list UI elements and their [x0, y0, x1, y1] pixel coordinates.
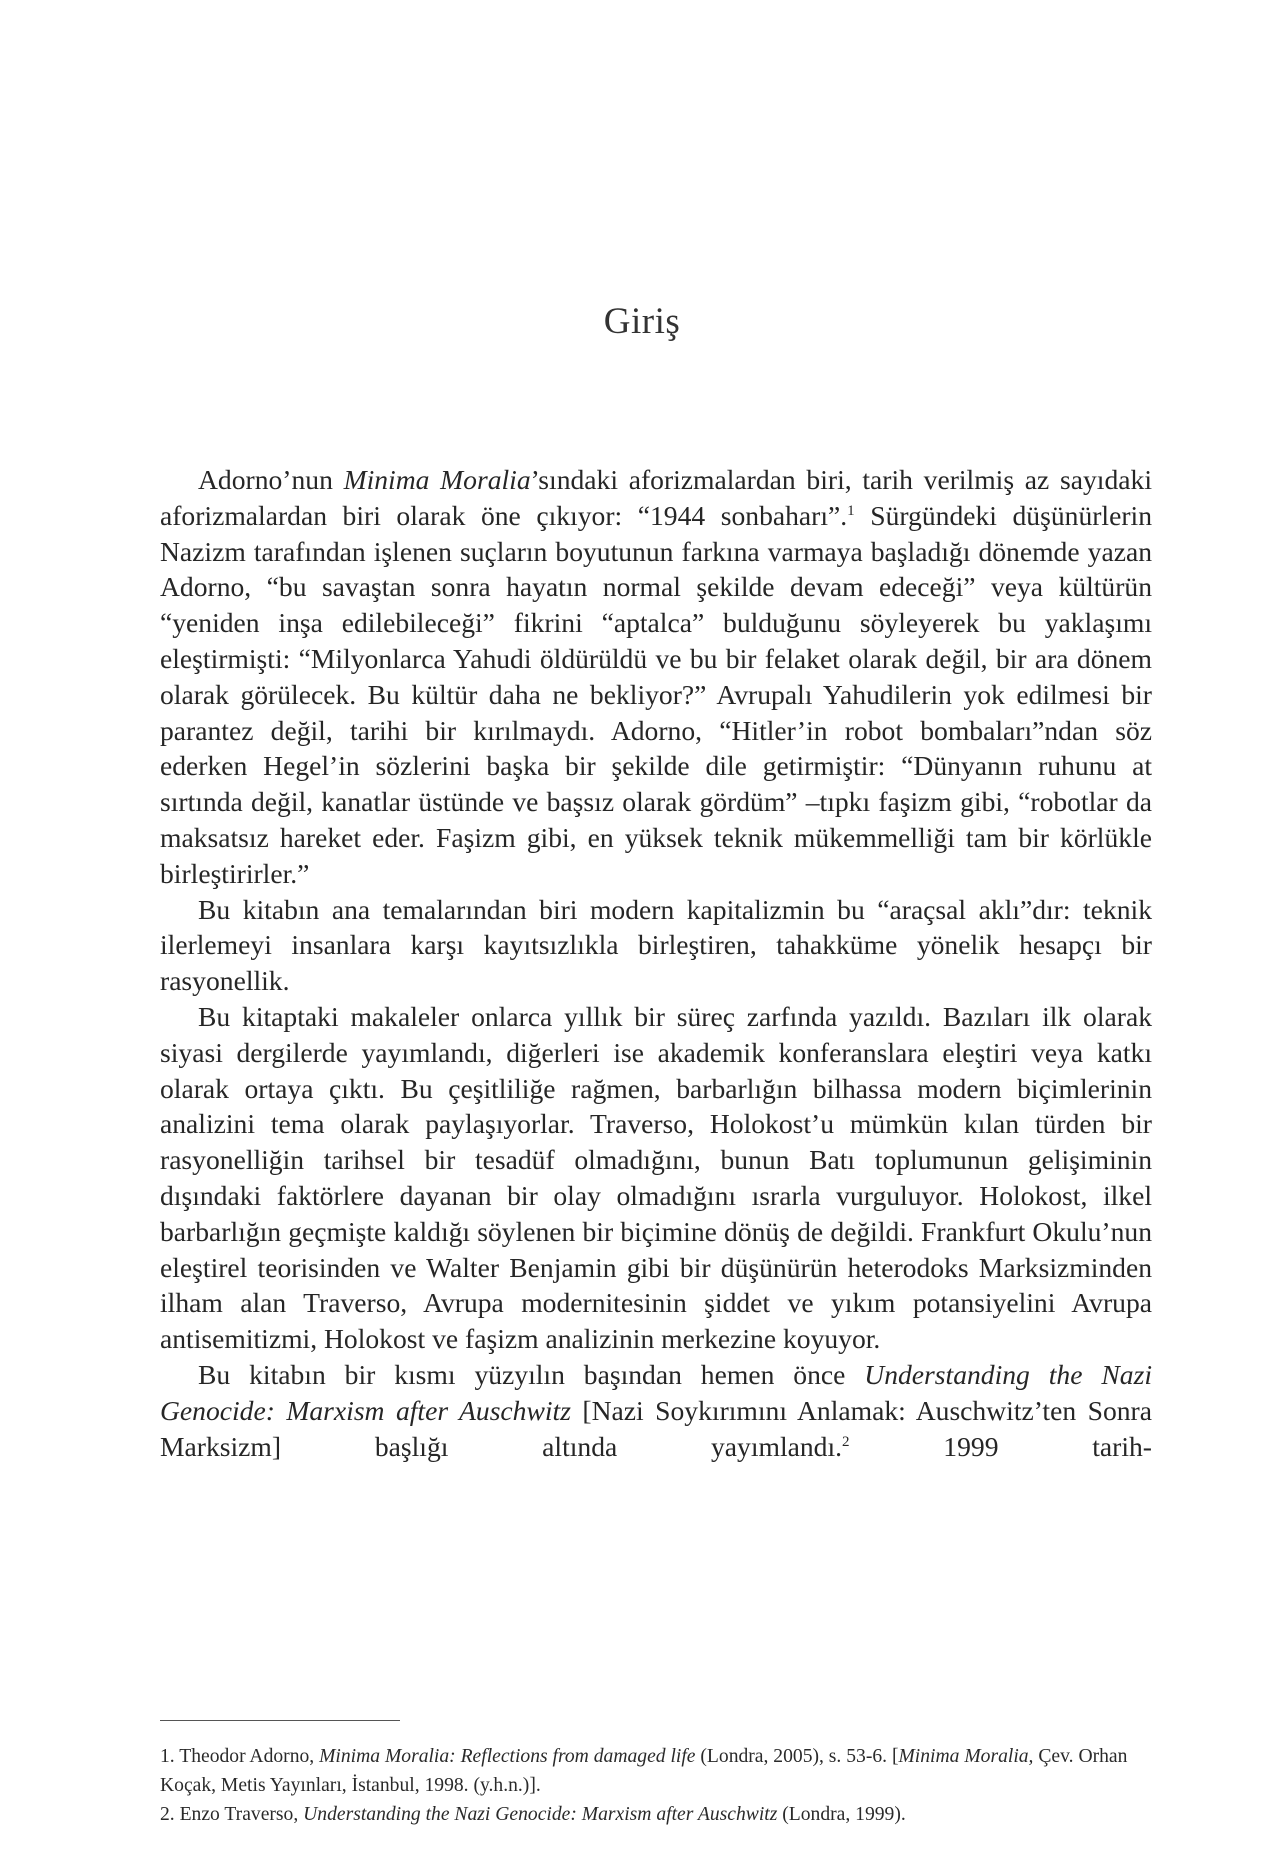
text-run: Bu kitabın bir kısmı yüzyılın başından hemen önce — [198, 1358, 865, 1390]
text-run: 1. Theodor Adorno, — [160, 1746, 320, 1767]
text-run: [Nazi Soykırımını Anlamak: Auschwitz’ten Sonra Marksizm] başlığı altında yayımlandı. — [160, 1394, 1152, 1462]
text-run: (Londra, 1999). — [777, 1804, 906, 1825]
italic-title: Understanding the Nazi Genocide: Marxism after Auschwitz — [160, 1358, 1152, 1426]
paragraph — [160, 462, 1152, 892]
footnote-marker: 2 — [842, 1433, 850, 1450]
body-text — [160, 462, 1152, 1464]
text-run: Sürgündeki düşünürlerin Nazizm tarafından işlenen suçların boyutunun farkına varmaya başladığı dönemde yazan Adorno, “bu savaştan sonra hayatın normal şekilde devam edeceği” veya kültürün “yeniden inşa edilebileceği” fikrini “aptalca” bulduğunu söyleyerek bu yaklaşımı eleştirmişti: “Milyonlarca Yahudi öldürüldü ve bu bir felaket olarak değil, bir ara dönem olarak görülecek. Bu kültür daha ne bekliyor?” Avrupalı Yahudilerin yok edilmesi bir parantez değil, tarihi bir kırılmaydı. Adorno, “Hitler’in robot bombaları”ndan söz ederken Hegel’in sözlerini başka bir şekilde dile getirmiştir: “Dünyanın ruhunu at sırtında değil, kanatlar üstünde ve başsız olarak gördüm” –tıpkı faşizm gibi, “robotlar da maksatsız hareket eder. Faşizm gibi, en yüksek teknik mükemmelliği tam bir körlükle birleştirirler.” — [160, 499, 1152, 889]
paragraph — [160, 1357, 1152, 1464]
italic-title: Minima Moralia: Reflections from damaged life — [319, 1746, 696, 1767]
text-run: Bu kitaptaki makaleler onlarca yıllık bir süreç zarfında yazıldı. Bazıları ilk olarak siyasi dergilerde yayımlandı, diğerleri ise akademik konferanslara eleştiri veya katkı olarak ortaya çıktı. Bu çeşitliliğe rağmen, barbarlığın bilhassa modern biçimlerinin analizini tema olarak paylaşıyorlar. Traverso, Holokost’u mümkün kılan türden bir rasyonelliğin tarihsel bir tesadüf olmadığını, bunun Batı toplumunun gelişiminin dışındaki faktörlere dayanan bir olay olmadığını ısrarla vurguluyor. Holokost, ilkel barbarlığın geçmişte kaldığı söylenen bir biçimine dönüş de değildi. Frankfurt Okulu’nun eleştirel teorisinden ve Walter Benjamin gibi bir düşünürün heterodoks Marksizminden ilham alan Traverso, Avrupa modernitesinin şiddet ve yıkım potansiyelini Avrupa antisemitizmi, Holokost ve faşizm analizinin merkezine koyuyor. — [160, 1000, 1152, 1355]
footnote-marker: 1 — [847, 502, 855, 519]
footnote-divider — [160, 1720, 400, 1721]
text-run: (Londra, 2005), s. 53-6. [ — [695, 1746, 899, 1767]
paragraph — [160, 999, 1152, 1357]
text-run: Çev. Orhan Koçak, Metis Yayınları, İstanbul, 1998. (y.h.n.)]. — [160, 1746, 1128, 1796]
italic-title: Minima Moralia — [343, 464, 531, 495]
italic-title: Understanding the Nazi Genocide: Marxism after Auschwitz — [303, 1804, 778, 1825]
text-run: ’sındaki aforizmalardan biri, tarih verilmiş az sayıdaki aforizmalardan biri olarak öne çıkıyor: “1944 sonbaharı”. — [160, 464, 1152, 531]
text-run: 1999 tarih- — [849, 1430, 1152, 1462]
text-run: Bu kitabın ana temalarından biri modern kapitalizmin bu “araçsal aklı”dır: teknik ilerlemeyi insanlara karşı kayıtsızlıkla birleştiren, tahakküme yönelik hesapçı bir rasyonellik. — [160, 893, 1152, 997]
chapter-title: Giriş — [603, 301, 681, 342]
footnote — [160, 1742, 1154, 1800]
paragraph — [160, 892, 1152, 999]
text-run: Adorno’nun — [198, 464, 344, 495]
footnote — [160, 1800, 1154, 1829]
footnotes — [160, 1742, 1154, 1829]
italic-title: Minima Moralia, — [898, 1746, 1034, 1767]
text-run: 2. Enzo Traverso, — [160, 1804, 304, 1825]
